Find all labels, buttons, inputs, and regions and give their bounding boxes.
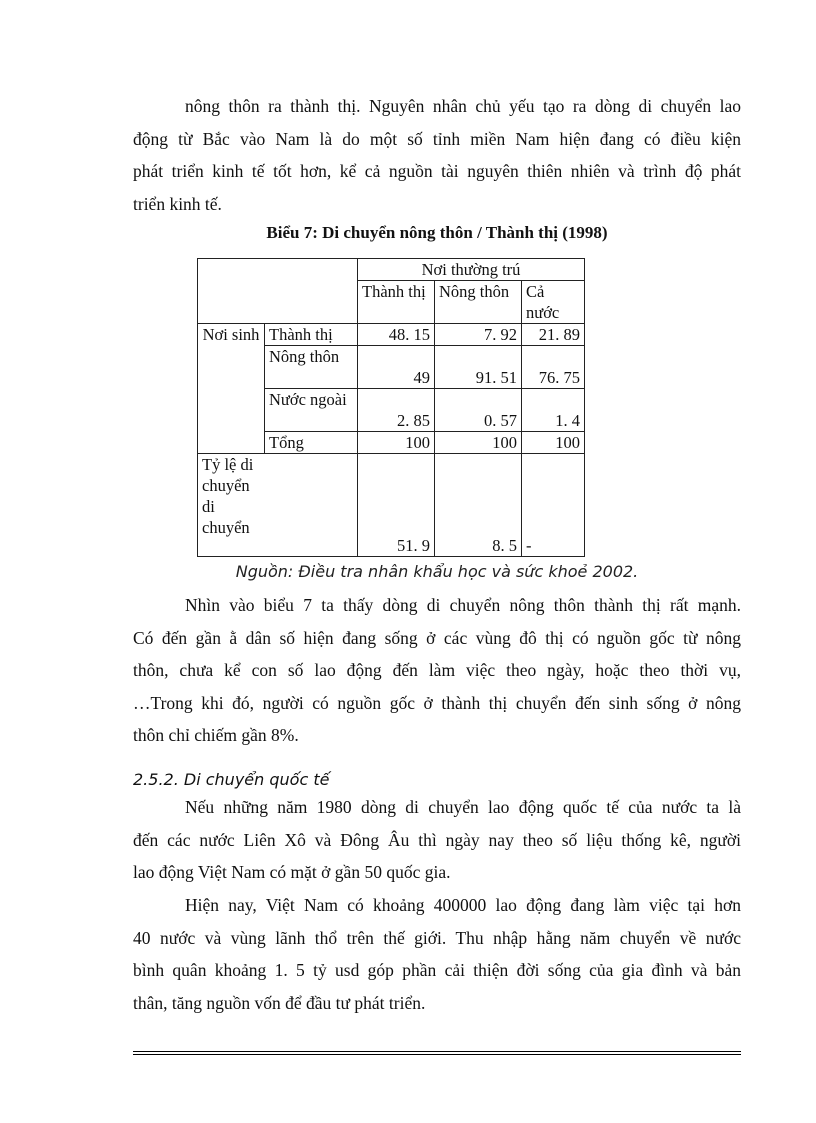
paragraph-current: [133, 889, 741, 1019]
column-header: Nông thôn: [435, 281, 522, 324]
row-label: Tổng: [265, 432, 358, 454]
text-line: 40 nước và vùng lãnh thổ trên thế giới. Thu nhập hằng năm chuyển về nước: [133, 927, 741, 948]
row-label: Tỷ lệ di chuyển di chuyển: [198, 454, 358, 557]
text-line: triển kinh tế.: [133, 193, 222, 214]
table-cell: 21. 89: [522, 324, 585, 346]
table-cell: 100: [435, 432, 522, 454]
table-cell: 100: [522, 432, 585, 454]
table-row: [198, 454, 585, 557]
paragraph-intro: [133, 90, 741, 220]
table-cell: 7. 92: [435, 324, 522, 346]
text-line: Nhìn vào biểu 7 ta thấy dòng di chuyển nông thôn thành thị rất mạnh.: [185, 595, 741, 615]
table-cell: 51. 9: [358, 454, 435, 557]
table-cell: 100: [358, 432, 435, 454]
table-cell: -: [522, 454, 585, 557]
row-group-label: Nơi sinh: [198, 324, 265, 454]
text-line: lao động Việt Nam có mặt ở gần 50 quốc gia.: [133, 862, 451, 882]
row-label: Thành thị: [265, 324, 358, 346]
table-cell: 48. 15: [358, 324, 435, 346]
table-cell: 49: [358, 346, 435, 389]
text-line: Nếu những năm 1980 dòng di chuyển lao động quốc tế của nước ta là: [185, 797, 741, 817]
table-cell: 2. 85: [358, 389, 435, 432]
paragraph-international: [133, 791, 741, 889]
footer-rule-top: [133, 1051, 741, 1052]
table-cell: 91. 51: [435, 346, 522, 389]
column-header: Thành thị: [358, 281, 435, 324]
section-heading: 2.5.2. Di chuyển quốc tế: [133, 770, 330, 789]
column-header: Cả nước: [522, 281, 585, 324]
table-source: Nguồn: Điều tra nhân khẩu học và sức khoẻ 2002.: [235, 562, 639, 581]
text-line: thôn, chưa kể con số lao động đến làm việc theo ngày, hoặc theo thời vụ,: [133, 660, 741, 680]
column-group-header: Nơi thường trú: [358, 259, 585, 281]
paragraph-analysis: [133, 589, 741, 752]
text-line: đến các nước Liên Xô và Đông Âu thì ngày nay theo số liệu thống kê, người: [133, 829, 741, 850]
text-line: bình quân khoảng 1. 5 tỷ usd góp phần cải thiện đời sống của gia đình và bản: [133, 960, 741, 980]
table-corner-cell: [198, 259, 358, 324]
text-line: thôn chỉ chiếm gần 8%.: [133, 725, 299, 745]
migration-table: [197, 258, 585, 557]
table-cell: 8. 5: [435, 454, 522, 557]
table-row: [198, 324, 585, 346]
text-line: nông thôn ra thành thị. Nguyên nhân chủ yếu tạo ra dòng di chuyển lao: [185, 96, 741, 116]
table-cell: 76. 75: [522, 346, 585, 389]
table-header-row: [198, 259, 585, 281]
row-label: Nông thôn: [265, 346, 358, 389]
table-cell: 0. 57: [435, 389, 522, 432]
table-cell: 1. 4: [522, 389, 585, 432]
text-line: Có đến gần ằ dân số hiện đang sống ở các vùng đô thị có nguồn gốc từ nông: [133, 627, 741, 648]
text-line: Hiện nay, Việt Nam có khoảng 400000 lao động đang làm việc tại hơn: [185, 895, 741, 915]
text-line: động từ Bắc vào Nam là do một số tỉnh miền Nam hiện đang có điều kiện: [133, 128, 741, 149]
text-line: thân, tăng nguồn vốn để đầu tư phát triển.: [133, 992, 426, 1013]
footer-rule-bottom: [133, 1054, 741, 1055]
table-caption: Biểu 7: Di chuyển nông thôn / Thành thị (1998): [266, 223, 608, 242]
text-line: phát triển kinh tế tốt hơn, kể cả nguồn tài nguyên thiên nhiên và trình độ phát: [133, 161, 741, 181]
text-line: …Trong khi đó, người có nguồn gốc ở thành thị chuyển đến sinh sống ở nông: [133, 692, 741, 713]
row-label: Nước ngoài: [265, 389, 358, 432]
